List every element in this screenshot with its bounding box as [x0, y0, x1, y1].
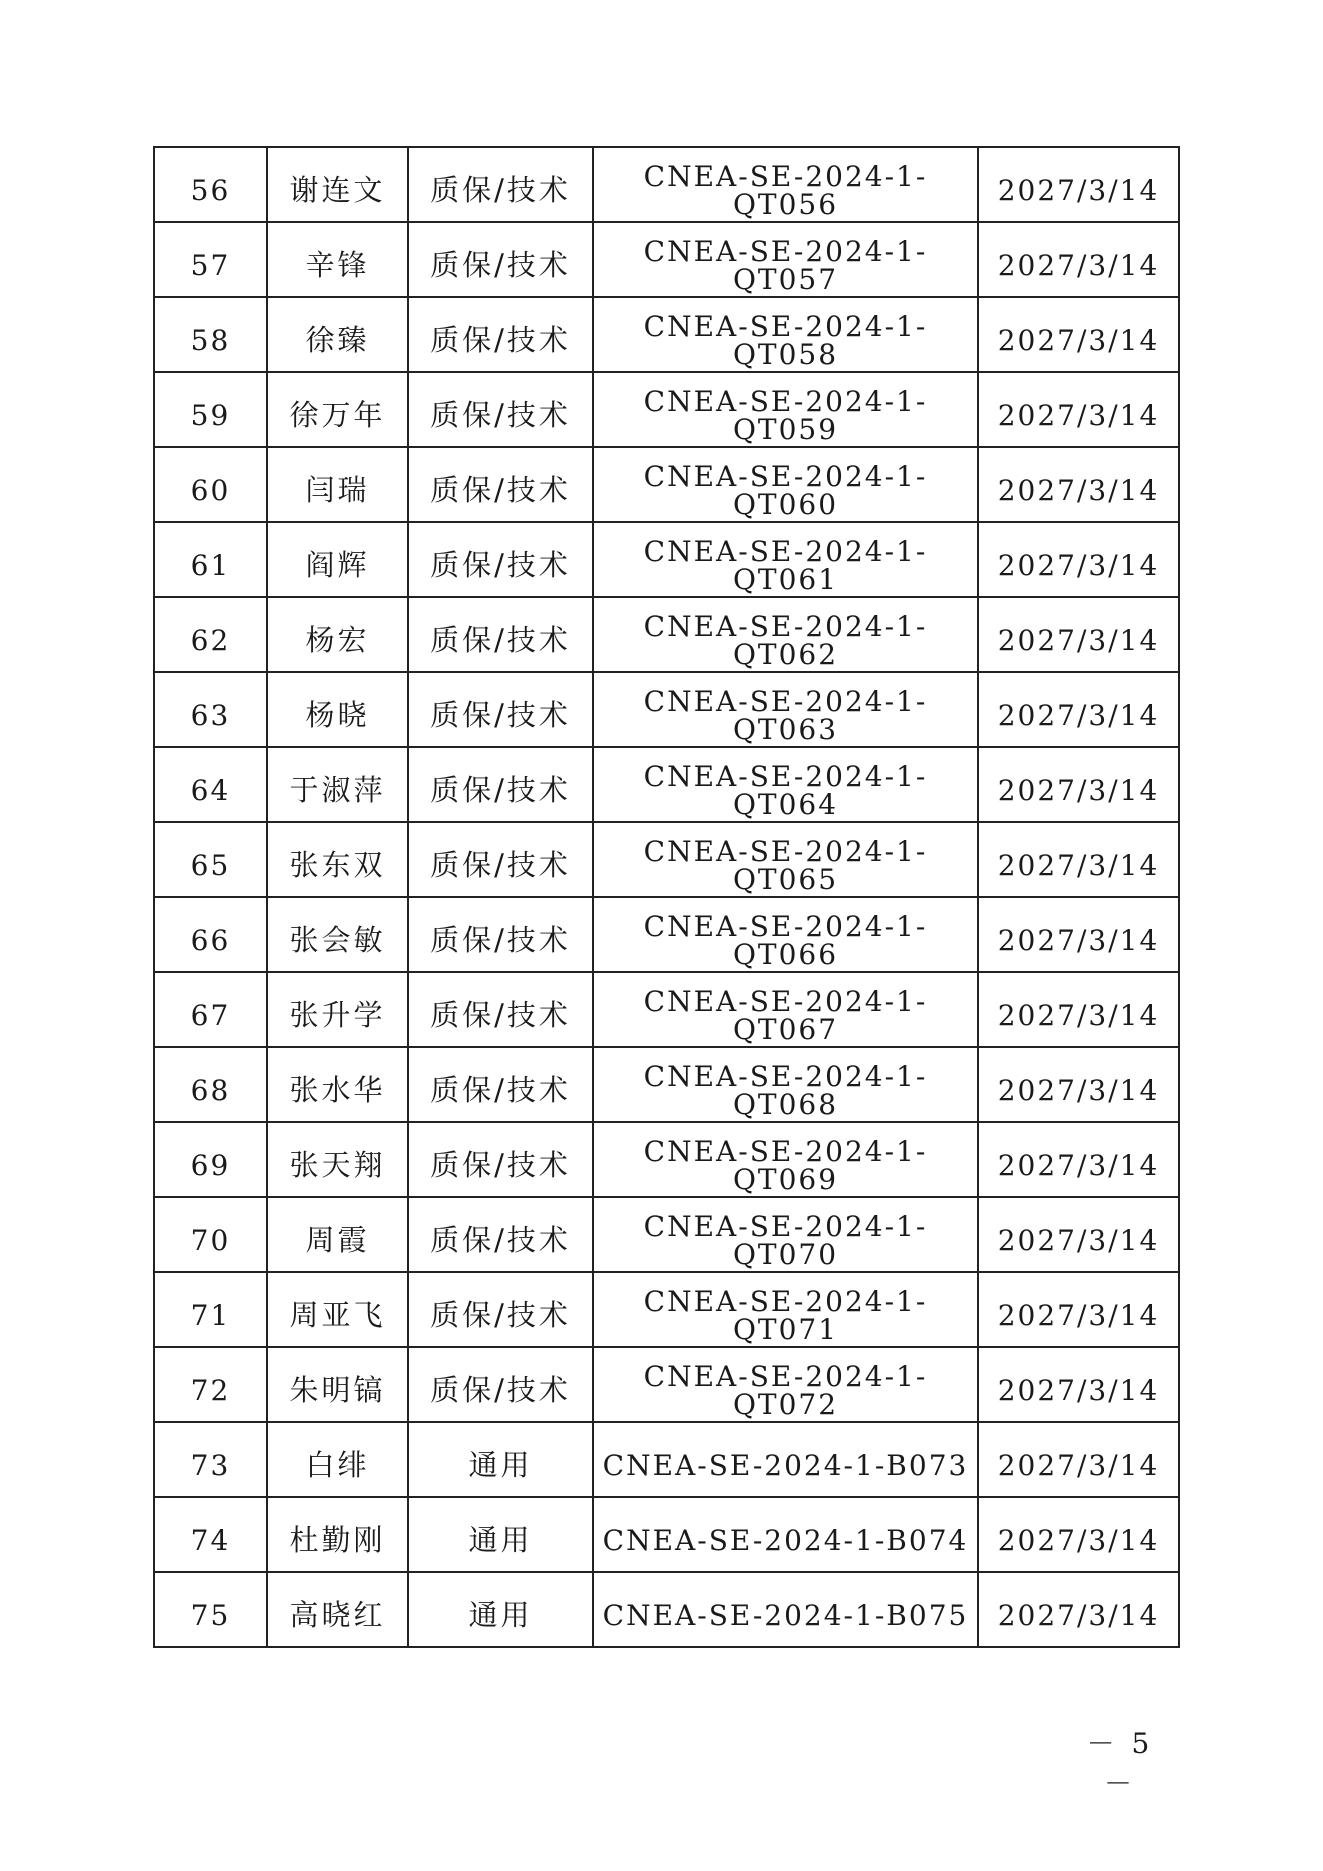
table-row [154, 447, 1179, 522]
table-row [154, 222, 1179, 297]
row-number: 72 [154, 1347, 267, 1422]
row-number: 64 [154, 747, 267, 822]
certificate-number: CNEA-SE-2024-1-QT061 [593, 522, 978, 597]
valid-until-date: 2027/3/14 [978, 372, 1179, 447]
table-row [154, 1572, 1179, 1647]
table-row [154, 897, 1179, 972]
certificate-number: CNEA-SE-2024-1-QT071 [593, 1272, 978, 1347]
table-row [154, 822, 1179, 897]
table-row [154, 1422, 1179, 1497]
person-name: 闫瑞 [267, 447, 408, 522]
category: 质保/技术 [408, 1047, 593, 1122]
category: 质保/技术 [408, 1122, 593, 1197]
row-number: 67 [154, 972, 267, 1047]
category: 质保/技术 [408, 222, 593, 297]
row-number: 63 [154, 672, 267, 747]
valid-until-date: 2027/3/14 [978, 1572, 1179, 1647]
table-row [154, 747, 1179, 822]
certificate-number: CNEA-SE-2024-1-QT058 [593, 297, 978, 372]
valid-until-date: 2027/3/14 [978, 1197, 1179, 1272]
certificate-table [153, 146, 1180, 1648]
person-name: 徐万年 [267, 372, 408, 447]
certificate-number: CNEA-SE-2024-1-QT068 [593, 1047, 978, 1122]
valid-until-date: 2027/3/14 [978, 822, 1179, 897]
person-name: 张东双 [267, 822, 408, 897]
certificate-number: CNEA-SE-2024-1-QT056 [593, 147, 978, 222]
row-number: 58 [154, 297, 267, 372]
certificate-number: CNEA-SE-2024-1-QT060 [593, 447, 978, 522]
certificate-number: CNEA-SE-2024-1-QT057 [593, 222, 978, 297]
person-name: 张会敏 [267, 897, 408, 972]
category: 质保/技术 [408, 1197, 593, 1272]
table-row [154, 1347, 1179, 1422]
certificate-number: CNEA-SE-2024-1-QT065 [593, 822, 978, 897]
valid-until-date: 2027/3/14 [978, 972, 1179, 1047]
category: 质保/技术 [408, 372, 593, 447]
certificate-number: CNEA-SE-2024-1-B075 [593, 1572, 978, 1647]
certificate-number: CNEA-SE-2024-1-QT063 [593, 672, 978, 747]
person-name: 朱明镐 [267, 1347, 408, 1422]
person-name: 杨宏 [267, 597, 408, 672]
certificate-number: CNEA-SE-2024-1-QT069 [593, 1122, 978, 1197]
page-number: － 5 － [1086, 1727, 1154, 1800]
valid-until-date: 2027/3/14 [978, 1122, 1179, 1197]
row-number: 57 [154, 222, 267, 297]
certificate-number: CNEA-SE-2024-1-QT072 [593, 1347, 978, 1422]
person-name: 杨晓 [267, 672, 408, 747]
row-number: 75 [154, 1572, 267, 1647]
certificate-number: CNEA-SE-2024-1-QT070 [593, 1197, 978, 1272]
row-number: 69 [154, 1122, 267, 1197]
valid-until-date: 2027/3/14 [978, 1347, 1179, 1422]
person-name: 张升学 [267, 972, 408, 1047]
valid-until-date: 2027/3/14 [978, 447, 1179, 522]
category: 通用 [408, 1497, 593, 1572]
category: 质保/技术 [408, 522, 593, 597]
person-name: 张天翔 [267, 1122, 408, 1197]
valid-until-date: 2027/3/14 [978, 1047, 1179, 1122]
row-number: 61 [154, 522, 267, 597]
row-number: 71 [154, 1272, 267, 1347]
valid-until-date: 2027/3/14 [978, 222, 1179, 297]
table-row [154, 297, 1179, 372]
certificate-number: CNEA-SE-2024-1-B074 [593, 1497, 978, 1572]
row-number: 73 [154, 1422, 267, 1497]
person-name: 阎辉 [267, 522, 408, 597]
table-row [154, 1497, 1179, 1572]
valid-until-date: 2027/3/14 [978, 1497, 1179, 1572]
row-number: 56 [154, 147, 267, 222]
table-row [154, 1272, 1179, 1347]
person-name: 高晓红 [267, 1572, 408, 1647]
row-number: 74 [154, 1497, 267, 1572]
valid-until-date: 2027/3/14 [978, 747, 1179, 822]
certificate-number: CNEA-SE-2024-1-QT066 [593, 897, 978, 972]
category: 质保/技术 [408, 597, 593, 672]
valid-until-date: 2027/3/14 [978, 597, 1179, 672]
table-row [154, 522, 1179, 597]
row-number: 65 [154, 822, 267, 897]
category: 质保/技术 [408, 822, 593, 897]
valid-until-date: 2027/3/14 [978, 897, 1179, 972]
category: 质保/技术 [408, 447, 593, 522]
table-row [154, 1047, 1179, 1122]
person-name: 谢连文 [267, 147, 408, 222]
category: 质保/技术 [408, 972, 593, 1047]
category: 质保/技术 [408, 897, 593, 972]
valid-until-date: 2027/3/14 [978, 1422, 1179, 1497]
row-number: 59 [154, 372, 267, 447]
table-row [154, 972, 1179, 1047]
category: 质保/技术 [408, 1272, 593, 1347]
table-row [154, 1197, 1179, 1272]
category: 质保/技术 [408, 1347, 593, 1422]
row-number: 62 [154, 597, 267, 672]
valid-until-date: 2027/3/14 [978, 147, 1179, 222]
certificate-number: CNEA-SE-2024-1-B073 [593, 1422, 978, 1497]
table-row [154, 147, 1179, 222]
row-number: 68 [154, 1047, 267, 1122]
certificate-number: CNEA-SE-2024-1-QT059 [593, 372, 978, 447]
table-row [154, 672, 1179, 747]
category: 质保/技术 [408, 147, 593, 222]
person-name: 徐臻 [267, 297, 408, 372]
category: 质保/技术 [408, 747, 593, 822]
person-name: 张水华 [267, 1047, 408, 1122]
category: 通用 [408, 1422, 593, 1497]
row-number: 60 [154, 447, 267, 522]
person-name: 白绯 [267, 1422, 408, 1497]
row-number: 66 [154, 897, 267, 972]
certificate-number: CNEA-SE-2024-1-QT064 [593, 747, 978, 822]
category: 质保/技术 [408, 297, 593, 372]
table-row [154, 372, 1179, 447]
table-row [154, 1122, 1179, 1197]
person-name: 辛锋 [267, 222, 408, 297]
category: 通用 [408, 1572, 593, 1647]
person-name: 周霞 [267, 1197, 408, 1272]
valid-until-date: 2027/3/14 [978, 672, 1179, 747]
certificate-number: CNEA-SE-2024-1-QT062 [593, 597, 978, 672]
person-name: 于淑萍 [267, 747, 408, 822]
person-name: 杜勤刚 [267, 1497, 408, 1572]
row-number: 70 [154, 1197, 267, 1272]
category: 质保/技术 [408, 672, 593, 747]
table-row [154, 597, 1179, 672]
valid-until-date: 2027/3/14 [978, 522, 1179, 597]
valid-until-date: 2027/3/14 [978, 1272, 1179, 1347]
person-name: 周亚飞 [267, 1272, 408, 1347]
valid-until-date: 2027/3/14 [978, 297, 1179, 372]
certificate-number: CNEA-SE-2024-1-QT067 [593, 972, 978, 1047]
